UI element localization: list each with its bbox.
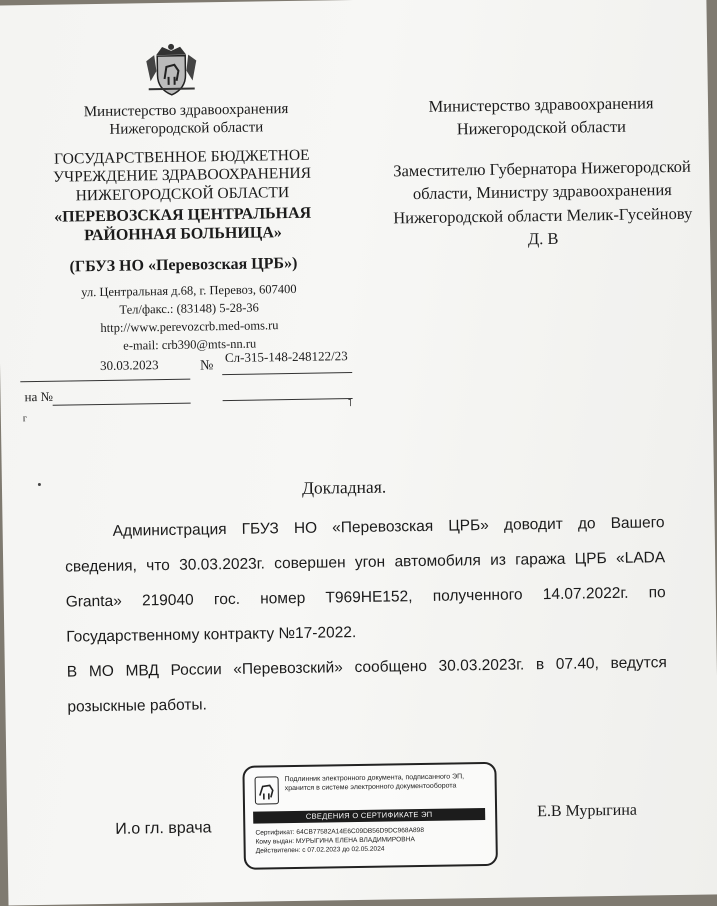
letterhead-address: ул. Центральная д.68, г. Перевоз, 607400 [81,281,297,300]
stamp-title-bar: СВЕДЕНИЯ О СЕРТИФИКАТЕ ЭП [253,808,485,824]
letterhead-email: e-mail: crb390@mts-nn.ru [123,336,257,354]
signatory-name: Е.В Мурыгина [536,801,638,821]
letterhead-ministry: Министерство здравоохранения Нижегородской области [83,101,289,138]
addressee-recipient: Заместителю Губернатора Нижегородской области, Министру здравоохранения Нижегородской области Мелик-Гусейнову Д. В [393,156,693,249]
stamp-certificate: Сертификат: 64CB77582A14E6C09DB56D9DC968A898 [255,826,425,837]
document-date: 30.03.2023 [99,357,159,374]
emblem-icon [255,776,279,804]
number-label: № [199,358,214,374]
coat-of-arms-emblem [140,40,203,99]
corner-mark-left: г [22,413,28,425]
stamp-details [255,826,490,856]
electronic-signature-stamp [242,762,498,870]
letterhead-institution-type: ГОСУДАРСТВЕННОЕ БЮДЖЕТНОЕ УЧРЕЖДЕНИЕ ЗДРАВООХРАНЕНИЯ НИЖЕГОРОДСКОЙ ОБЛАСТИ [52,146,312,204]
document-title: Докладная. [301,476,387,498]
reference-label: на № [24,388,54,405]
body-paragraph-1: Администрация ГБУЗ НО «Перевозская ЦРБ» доводит до Вашего сведения, что 30.03.2023г. совершен угон автомобиля из гаража ЦРБ «LADA Granta» 219040 гос. номер Т969НЕ152, полученного 14.07.2022г. по Государственному контракту №17-2022. [65,514,666,646]
letterhead-short-name: (ГБУЗ НО «Перевозская ЦРБ») [69,254,298,276]
letterhead-website: http://www.perevozcrb.med-oms.ru [100,318,279,336]
letterhead-phone: Тел/факс.: (83148) 5-28-36 [119,300,259,317]
document-body [64,505,667,724]
stamp-header: Подлинник электронного документа, подписанного ЭП, хранится в системе электронного документооборота [284,773,465,793]
body-paragraph-2: В МО МВД России «Перевозский» сообщено 30.03.2023г. в 07.40, ведутся розыскные работы. [66,654,667,716]
stamp-issued-to: Кому выдан: МУРЫГИНА ЕЛЕНА ВЛАДИМИРОВНА [255,836,415,846]
addressee-ministry: Министерство здравоохранения Нижегородской области [428,93,654,139]
stamp-validity: Действителен: с 07.02.2023 до 02.05.2024 [255,845,385,855]
margin-dot [38,483,41,486]
reference-underline [53,403,191,406]
corner-mark-right: ˥ [347,398,352,410]
date-underline [20,379,190,383]
letterhead-institution-name: «ПЕРЕВОЗСКАЯ ЦЕНТРАЛЬНАЯ РАЙОННАЯ БОЛЬНИЦА» [54,204,312,245]
letterhead-contacts [59,280,320,357]
reference-number-underline [223,398,353,401]
signatory-position: И.о гл. врача [115,819,212,838]
document-number: Сл-315-148-248122/23 [224,348,348,366]
number-underline [222,372,352,375]
